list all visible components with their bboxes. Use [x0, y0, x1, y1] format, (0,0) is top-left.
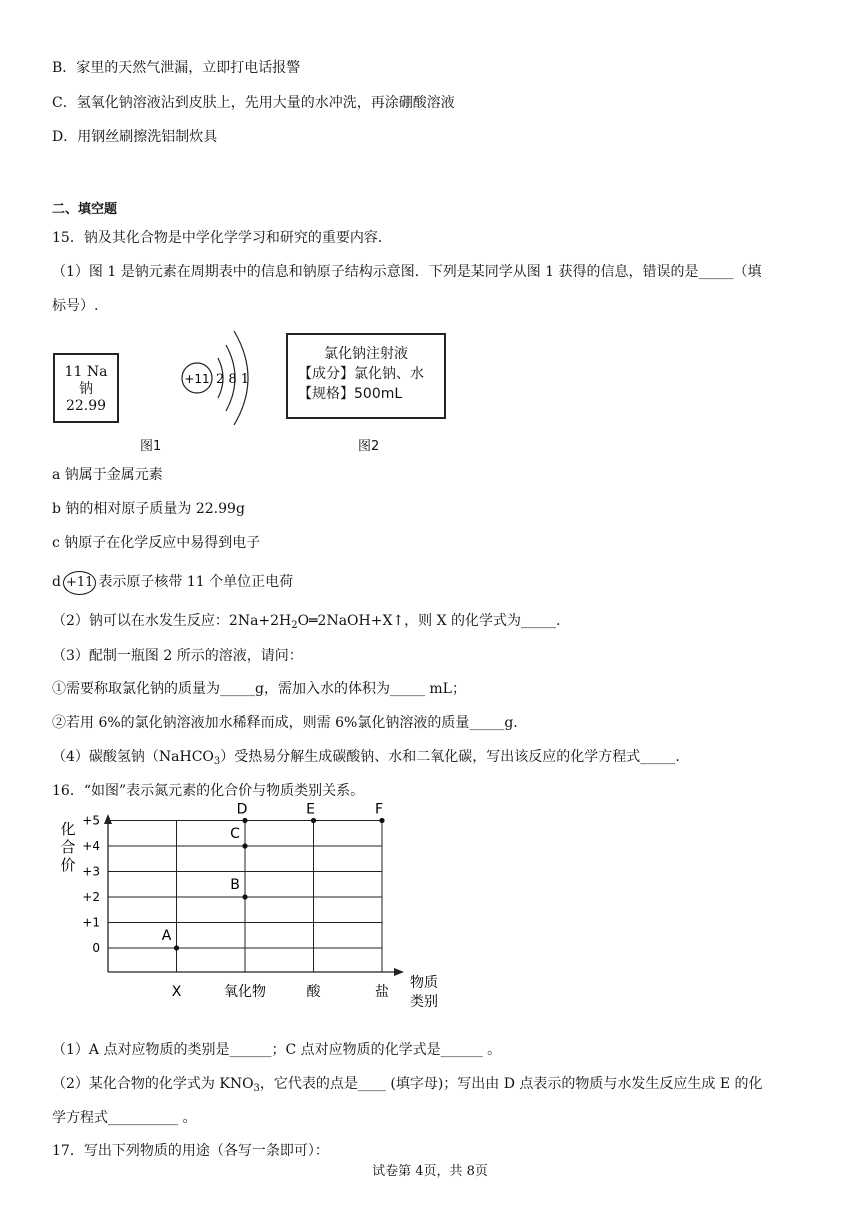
- option-d-text: 表示原子核带 11 个单位正电荷: [98, 574, 294, 590]
- q16-part2-line2: 学方程式__________ 。: [52, 1110, 197, 1126]
- point-label-F: F: [374, 801, 384, 818]
- page-footer: 试卷第 4页，共 8页: [372, 1164, 488, 1179]
- figure2-caption: 图2: [358, 439, 380, 454]
- saline-label: [286, 333, 446, 419]
- q15-option-c: c 钠原子在化学反应中易得到电子: [52, 535, 261, 551]
- x-axis-label-1: 物质: [410, 975, 438, 991]
- q15-part1-line1: （1）图 1 是钠元素在周期表中的信息和钠原子结构示意图．下列是某同学从图 1 获得的信息，错误的是_____（填: [52, 264, 762, 280]
- q15-part3-2: ②若用 6%的氯化钠溶液加水稀释而成，则需 6%氯化钠溶液的质量_____g.: [52, 715, 518, 731]
- q16-part1: （1）A 点对应物质的类别是______；C 点对应物质的化学式是______ 。: [52, 1042, 502, 1058]
- q15-part3: （3）配制一瓶图 2 所示的溶液，请问：: [52, 648, 303, 664]
- x-axis-arrow: [394, 968, 404, 976]
- q17-stem: 17．写出下列物质的用途（各写一条即可）：: [52, 1143, 329, 1159]
- q15-part1-line2: 标号）.: [52, 298, 99, 314]
- y-tick-label: +3: [82, 864, 100, 879]
- saline-ingredient: 【成分】氯化钠、水: [298, 366, 424, 382]
- element-cell-sodium: [53, 353, 119, 423]
- point-label-A: A: [161, 928, 172, 944]
- point-label-C: C: [230, 826, 240, 842]
- saline-title: 氯化钠注射液: [324, 346, 408, 362]
- y-tick-label: +4: [82, 839, 100, 853]
- q15-option-d: [52, 568, 293, 596]
- figure1-caption: 图1: [140, 439, 162, 454]
- q15-part3-1: ①需要称取氯化钠的质量为_____g，需加入水的体积为_____ mL；: [52, 681, 466, 697]
- y-axis-label-1: 化: [60, 820, 76, 838]
- y-tick-label: +2: [82, 890, 100, 904]
- point-label-E: E: [306, 801, 315, 818]
- atomic-structure-diagram: [170, 325, 270, 430]
- saline-spec: 【规格】500mL: [298, 386, 403, 402]
- point-B: [242, 894, 247, 899]
- point-F: [379, 818, 384, 823]
- q15-part2: （2）钠可以在水发生反应：$2Na+2H_2O═2NaOH+X↑$，则 X 的化学式为_____.: [52, 613, 561, 631]
- nucleus-charge: +11: [184, 372, 210, 386]
- element-symbol: Na: [86, 364, 108, 380]
- option-b: B．家里的天然气泄漏，立即打电话报警: [52, 60, 301, 76]
- electron-counts: 2 8 1: [216, 372, 250, 387]
- option-c: C．氢氧化钠溶液沾到皮肤上，先用大量的水冲洗，再涂硼酸溶液: [52, 95, 455, 111]
- point-A: [174, 945, 179, 950]
- y-axis-label-3: 价: [60, 856, 76, 874]
- q15-option-b: b 钠的相对原子质量为 22.99g: [52, 501, 245, 517]
- x-tick-label: 酸: [306, 984, 321, 1000]
- option-d-letter: d: [52, 574, 61, 590]
- y-tick-label: +5: [82, 813, 100, 828]
- y-axis-label-2: 合: [60, 838, 76, 856]
- point-C: [242, 843, 247, 848]
- nucleus-charge-circle: +11: [63, 571, 96, 595]
- point-D: [242, 818, 247, 823]
- point-E: [311, 818, 316, 823]
- x-tick-label: 盐: [375, 984, 389, 1000]
- y-tick-label: 0: [92, 941, 100, 955]
- x-tick-label: X: [171, 984, 182, 1000]
- q16-part2-line1: （2）某化合物的化学式为 $KNO_3$，它代表的点是____ (填字母)；写出由 D 点表示的物质与水发生反应生成 E 的化: [52, 1076, 763, 1094]
- point-label-B: B: [230, 877, 240, 893]
- valence-category-chart: [52, 801, 452, 1024]
- x-axis-label-2: 类别: [410, 994, 438, 1010]
- atomic-mass: 22.99: [65, 398, 107, 414]
- q15-stem: 15．钠及其化合物是中学化学学习和研究的重要内容．: [52, 230, 392, 246]
- atomic-number: 11: [64, 364, 83, 380]
- point-label-D: D: [236, 801, 248, 818]
- option-d: D．用钢丝刷擦洗铝制炊具: [52, 129, 218, 145]
- element-name: 钠: [79, 381, 93, 397]
- q15-part4: （4）碳酸氢钠（NaHCO$_3$）受热易分解生成碳酸钠、水和二氧化碳，写出该反应的化学方程式_____.: [52, 749, 680, 767]
- x-tick-label: 氧化物: [224, 984, 266, 1000]
- y-tick-label: +1: [82, 915, 100, 930]
- q15-option-a: a 钠属于金属元素: [52, 467, 163, 483]
- y-axis-arrow: [104, 814, 112, 824]
- section-title: 二、填空题: [52, 202, 118, 217]
- q16-stem: 16．“如图”表示氮元素的化合价与物质类别关系。: [52, 783, 365, 799]
